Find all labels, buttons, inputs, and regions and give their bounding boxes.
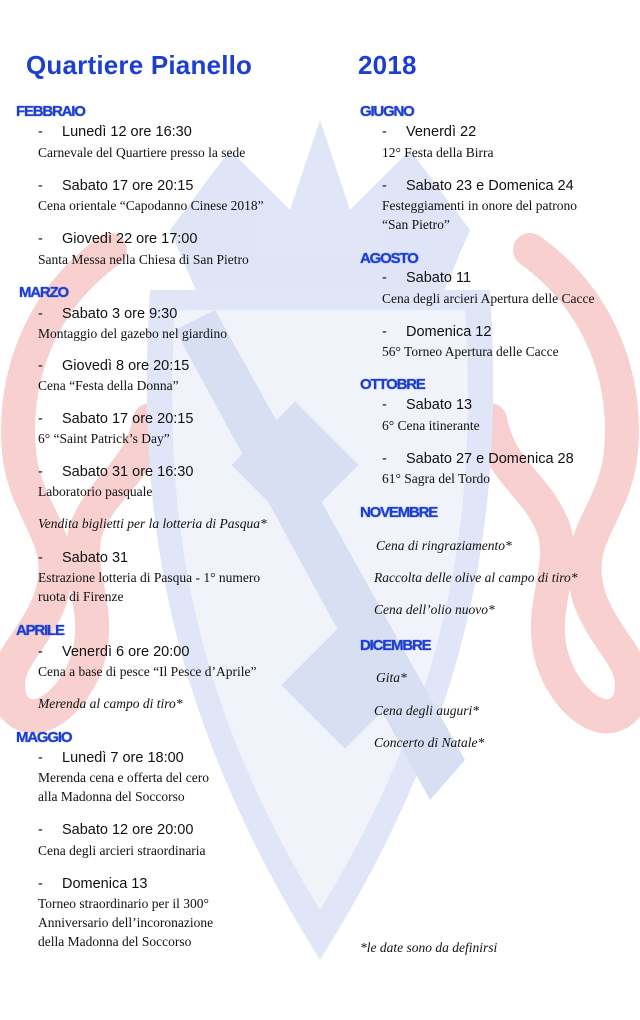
event-desc: Carnevale del Quartiere presso la sede	[38, 145, 246, 160]
event-date: - Venerdì 6 ore 20:00	[38, 644, 190, 660]
month-aprile: APRILE	[16, 622, 64, 639]
event-date: - Domenica 13	[38, 876, 148, 892]
event-desc: Cena degli arcieri straordinaria	[38, 843, 206, 858]
event-date: - Lunedì 12 ore 16:30	[38, 124, 192, 140]
event-desc: 56° Torneo Apertura delle Cacce	[382, 344, 559, 359]
month-agosto: AGOSTO	[360, 250, 418, 267]
event-desc: Estrazione lotteria di Pasqua - 1° numero	[38, 570, 261, 585]
event-desc: Laboratorio pasquale	[38, 484, 153, 499]
event-desc: Festeggiamenti in onore del patrono	[382, 198, 577, 213]
event-date: - Giovedì 8 ore 20:15	[38, 358, 190, 374]
event-date: - Domenica 12	[382, 324, 492, 340]
month-dicembre: DICEMBRE	[360, 637, 431, 654]
event-date: - Sabato 17 ore 20:15	[38, 411, 194, 427]
event-desc: “San Pietro”	[382, 217, 450, 232]
month-febbraio: FEBBRAIO	[16, 103, 85, 120]
event-date: - Venerdì 22	[382, 124, 477, 140]
event-note: Concerto di Natale*	[374, 735, 485, 750]
event-date: - Sabato 13	[382, 397, 473, 413]
month-ottobre: OTTOBRE	[360, 376, 425, 393]
event-desc: Cena a base di pesce “Il Pesce d’Aprile”	[38, 664, 257, 679]
event-date: - Giovedì 22 ore 17:00	[38, 231, 198, 247]
event-note: Merenda al campo di tiro*	[38, 696, 183, 711]
ribbon-right	[490, 250, 632, 716]
event-desc: 61° Sagra del Tordo	[382, 471, 491, 486]
event-date: - Sabato 17 ore 20:15	[38, 178, 194, 194]
event-desc: della Madonna del Soccorso	[38, 934, 192, 949]
event-desc: Cena degli arcieri Apertura delle Cacce	[382, 291, 595, 306]
event-desc: 12° Festa della Birra	[382, 145, 494, 160]
month-novembre: NOVEMBRE	[360, 504, 438, 521]
page-title: Quartiere Pianello	[26, 50, 253, 80]
event-date: - Sabato 27 e Domenica 28	[382, 451, 574, 467]
event-desc: alla Madonna del Soccorso	[38, 789, 185, 804]
event-date: - Sabato 12 ore 20:00	[38, 822, 194, 838]
event-note: Gita*	[376, 670, 407, 685]
month-maggio: MAGGIO	[16, 729, 72, 746]
event-note: Cena dell’olio nuovo*	[374, 602, 495, 617]
event-desc: Cena “Festa della Donna”	[38, 378, 179, 393]
event-desc: Torneo straordinario per il 300°	[38, 896, 209, 911]
event-note: Raccolta delle olive al campo di tiro*	[374, 570, 578, 585]
event-desc: 6° Cena itinerante	[382, 418, 480, 433]
event-date: - Sabato 31	[38, 550, 129, 566]
footnote: *le date sono da definirsi	[360, 940, 498, 955]
event-desc: ruota di Firenze	[38, 589, 124, 604]
event-date: - Sabato 3 ore 9:30	[38, 306, 178, 322]
event-date: - Lunedì 7 ore 18:00	[38, 750, 184, 766]
event-note: Vendita biglietti per la lotteria di Pasqua*	[38, 516, 267, 531]
event-desc: Anniversario dell’incoronazione	[38, 915, 214, 930]
page-year: 2018	[358, 50, 417, 80]
event-note: Cena degli auguri*	[374, 703, 479, 718]
event-date: - Sabato 23 e Domenica 24	[382, 178, 574, 194]
event-date: - Sabato 11	[382, 270, 472, 286]
event-date: - Sabato 31 ore 16:30	[38, 464, 194, 480]
month-giugno: GIUGNO	[360, 103, 414, 120]
event-desc: Montaggio del gazebo nel giardino	[38, 326, 227, 341]
event-note: Cena di ringraziamento*	[376, 538, 512, 553]
event-desc: Cena orientale “Capodanno Cinese 2018”	[38, 198, 264, 213]
event-desc: Santa Messa nella Chiesa di San Pietro	[38, 252, 249, 267]
event-desc: Merenda cena e offerta del cero	[38, 770, 210, 785]
month-marzo: MARZO	[19, 284, 68, 301]
event-desc: 6° “Saint Patrick’s Day”	[38, 431, 170, 446]
